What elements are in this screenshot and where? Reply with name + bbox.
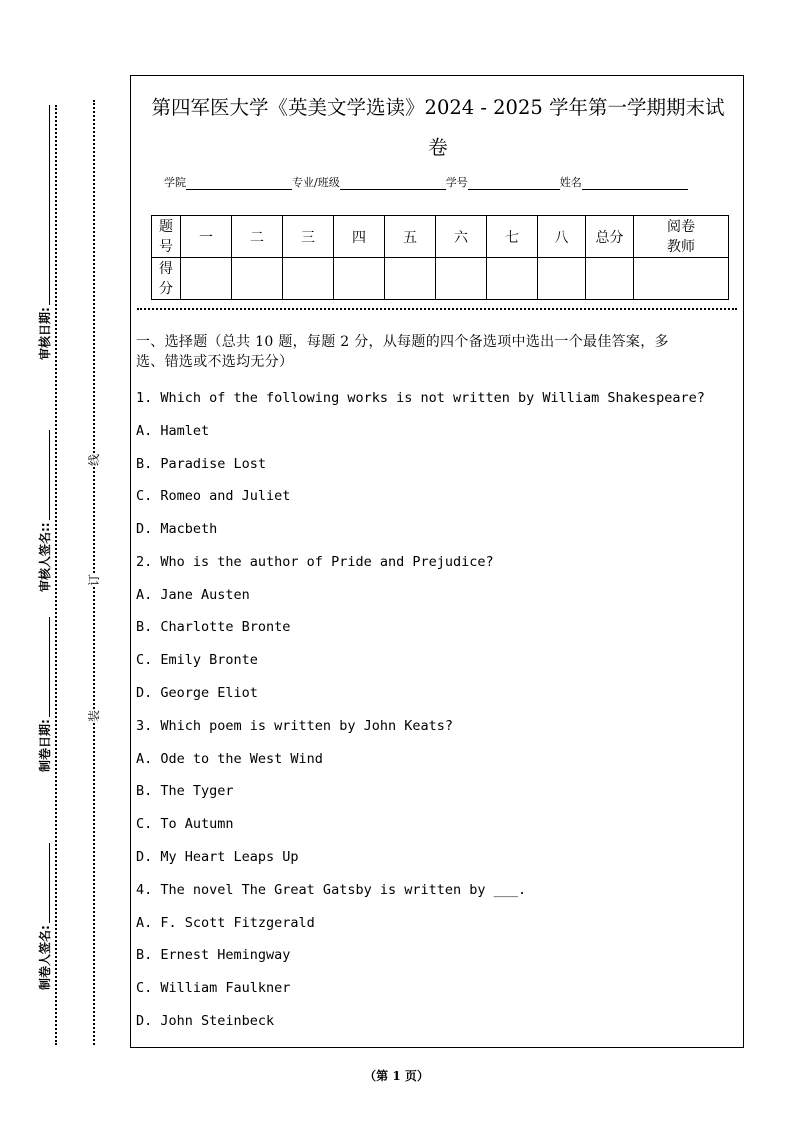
score-cell-7[interactable] [487,258,538,300]
question-option: D. John Steinbeck [136,1013,275,1029]
question-option: B. Paradise Lost [136,456,267,472]
score-table-score-row [152,258,729,300]
score-row-head-question: 题 号 [152,216,181,258]
student-id-field[interactable] [468,177,560,190]
exam-title [131,88,745,168]
col-head-8: 八 [538,216,586,258]
college-field[interactable] [186,177,292,190]
question-option: A. Jane Austen [136,587,250,603]
score-cell-3[interactable] [283,258,334,300]
score-cell-6[interactable] [436,258,487,300]
question-stem: 2. Who is the author of Pride and Prejudice? [136,554,494,570]
col-head-1: 一 [181,216,232,258]
question-option: B. Ernest Hemingway [136,947,291,963]
score-cell-4[interactable] [334,258,385,300]
major-label: 专业/班级 [292,176,340,189]
page-number: （第 1 页） [364,1069,429,1083]
maker-date-label: 制卷日期: [38,719,52,772]
col-head-7: 七 [487,216,538,258]
score-cell-5[interactable] [385,258,436,300]
question-option: C. To Autumn [136,816,234,832]
name-field[interactable] [582,177,688,190]
question-option: D. Macbeth [136,521,218,537]
section-1-heading-line-1: 一、选择题（总共 10 题，每题 2 分，从每题的四个备选项中选出一个最佳答案，多 [136,334,669,350]
score-cell-1[interactable] [181,258,232,300]
maker-date-blank[interactable] [39,617,50,717]
question-option: C. Emily Bronte [136,652,258,668]
col-head-5: 五 [385,216,436,258]
score-row-head-score: 得 分 [152,258,181,300]
question-stem: 4. The novel The Great Gatsby is written by ___. [136,882,527,898]
question-option: C. Romeo and Juliet [136,488,291,504]
section-separator [137,308,737,310]
inner-binding-line [93,100,95,1045]
question-option: A. F. Scott Fitzgerald [136,915,315,931]
col-head-grader: 阅卷 教师 [634,216,729,258]
maker-sign-blank[interactable] [39,843,50,923]
col-head-2: 二 [232,216,283,258]
section-1-heading [136,332,736,372]
student-info-row [164,174,688,190]
question-option: B. Charlotte Bronte [136,619,291,635]
question-option: B. The Tyger [136,783,234,799]
col-head-6: 六 [436,216,487,258]
college-label: 学院 [164,176,186,189]
major-field[interactable] [340,177,446,190]
student-id-label: 学号 [445,176,468,189]
question-option: C. William Faulkner [136,980,291,996]
bind-char-zhuang: 装 [87,709,102,723]
question-stem: 1. Which of the following works is not written by William Shakespeare? [136,390,705,406]
question-option: D. George Eliot [136,685,258,701]
col-head-4: 四 [334,216,385,258]
outer-binding-line [55,105,57,1045]
section-1-heading-line-2: 选、错选或不选均无分） [136,354,294,370]
col-head-total: 总分 [586,216,634,258]
title-line-1: 第四军医大学《英美文学选读》2024 - 2025 学年第一学期期末试 [151,96,725,119]
reviewer-date-label: 审核日期: [38,307,52,360]
col-head-3: 三 [283,216,334,258]
exam-frame [130,75,744,1048]
title-line-2: 卷 [428,136,448,159]
score-table [151,215,729,300]
bind-char-line: 线 [87,453,102,467]
score-table-header-row [152,216,729,258]
score-cell-2[interactable] [232,258,283,300]
question-option: D. My Heart Leaps Up [136,849,299,865]
bind-char-ding: 订 [87,573,102,587]
name-label: 姓名 [559,176,582,189]
question-option: A. Hamlet [136,423,210,439]
question-stem: 3. Which poem is written by John Keats? [136,718,453,734]
reviewer-sign-label: 审核人签名:: [38,522,52,592]
question-option: A. Ode to the West Wind [136,751,323,767]
score-cell-8[interactable] [538,258,586,300]
score-cell-total[interactable] [586,258,634,300]
maker-sign-label: 制卷人签名: [38,925,52,990]
reviewer-date-blank[interactable] [39,105,50,305]
reviewer-sign-blank[interactable] [39,430,50,520]
score-cell-grader[interactable] [634,258,729,300]
